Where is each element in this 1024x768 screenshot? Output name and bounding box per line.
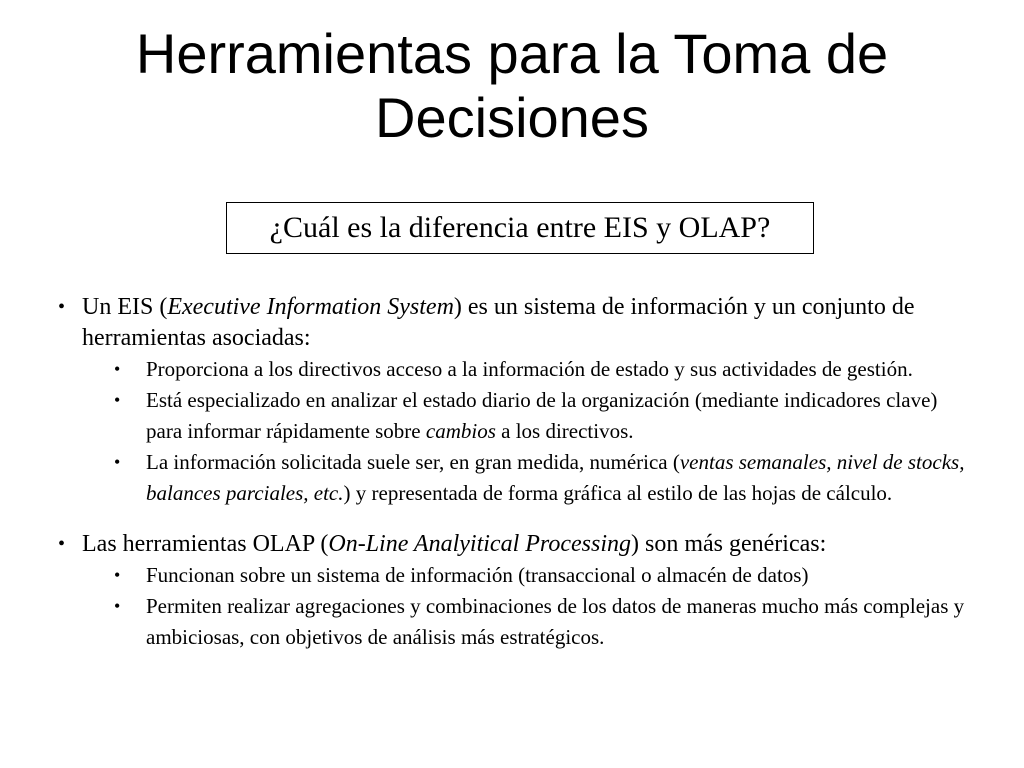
olap-text-start: Las herramientas OLAP ( (82, 531, 329, 557)
eis-sub-text-2b: cambios (425, 419, 496, 443)
olap-text-end: ) son más genéricas: (631, 531, 827, 557)
olap-acronym-expansion: On-Line Analyitical Processing (328, 531, 631, 557)
question-box (226, 202, 814, 254)
olap-bullet (58, 529, 978, 560)
eis-sub-text-2a: Está especializado en analizar el estado diario de la organización (mediante indicadores clave) para informar rápidamente sobre (146, 388, 938, 443)
eis-sub-bullet-3 (58, 447, 978, 509)
eis-sub-bullet-1 (58, 354, 978, 385)
bullet-dot-icon: • (114, 390, 121, 410)
bullet-dot-icon: • (58, 533, 66, 555)
section-spacer (58, 509, 978, 529)
eis-sub-text-3b: ventas semanales, nivel de stocks, balances parciales, etc. (146, 450, 965, 505)
olap-sub-bullet-2 (58, 591, 978, 653)
bullet-dot-icon: • (114, 596, 121, 616)
eis-sub-text-3c: ) y representada de forma gráfica al estilo de las hojas de cálculo. (343, 481, 893, 505)
question-text: ¿Cuál es la diferencia entre EIS y OLAP? (269, 211, 771, 244)
eis-bullet (58, 292, 978, 354)
bullet-dot-icon: • (114, 452, 121, 472)
eis-text-end: ) es un sistema de información y un conjunto de herramientas asociadas: (82, 294, 915, 351)
olap-sub-bullet-1 (58, 560, 978, 591)
slide-title: Herramientas para la Toma de Decisiones (135, 22, 889, 149)
bullet-dot-icon: • (114, 359, 121, 379)
bullet-dot-icon: • (58, 296, 66, 318)
eis-sub-bullet-2 (58, 385, 978, 447)
eis-sub-text-3a: La información solicitada suele ser, en gran medida, numérica ( (146, 450, 680, 474)
eis-sub-text-2c: a los directivos. (495, 419, 634, 443)
eis-acronym-expansion: Executive Information System (167, 294, 454, 320)
slide-content (58, 292, 978, 653)
eis-sub-text-1: Proporciona a los directivos acceso a la información de estado y sus actividades de gestión. (146, 357, 913, 381)
eis-text-start: Un EIS ( (82, 294, 168, 320)
olap-sub-text-2: Permiten realizar agregaciones y combinaciones de los datos de maneras mucho más complejas y ambiciosas, con objetivos de análisis más estratégicos. (146, 594, 965, 649)
olap-sub-text-1: Funcionan sobre un sistema de información (transaccional o almacén de datos) (146, 563, 809, 587)
bullet-dot-icon: • (114, 565, 121, 585)
